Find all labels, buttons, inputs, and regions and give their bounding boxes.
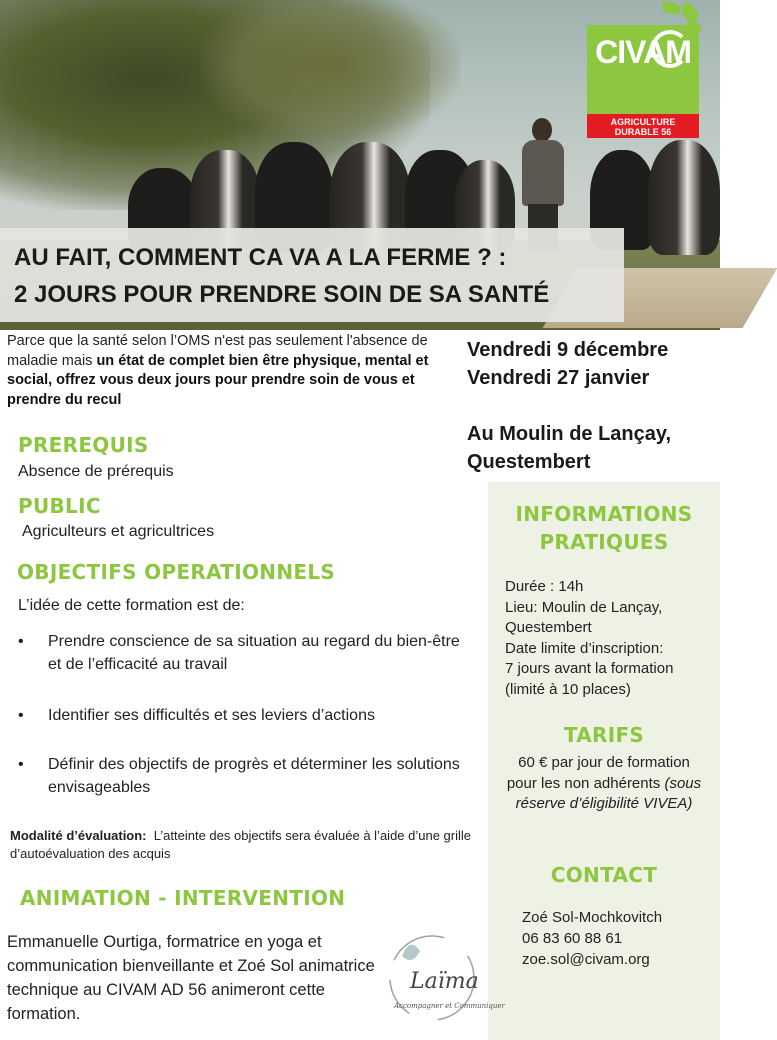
prerequis-text: Absence de prérequis [18, 463, 174, 480]
title-line-1: AU FAIT, COMMENT CA VA A LA FERME ? : [14, 244, 507, 271]
duration: Durée : 14h [505, 578, 584, 595]
contact-email[interactable]: zoe.sol@civam.org [522, 951, 650, 968]
contact-details [522, 907, 712, 970]
list-item: • Prendre conscience de sa situation au regard du bien-être et de l’efficacité au travail [18, 633, 460, 673]
contact-phone: 06 83 60 88 61 [522, 930, 623, 947]
civam-logo [587, 0, 707, 140]
logo-subtitle: AGRICULTURE DURABLE 56 [610, 117, 676, 137]
animation-heading: ANIMATION - INTERVENTION [20, 886, 346, 910]
svg-text:Laïma: Laïma [410, 969, 479, 994]
list-item: • Identifier ses difficultés et ses leviers d’actions [18, 707, 375, 724]
evaluation-note: Modalité d’évaluation: L’atteinte des objectifs sera évaluée à l’aide d’une grille d’autoévaluation des acquis [10, 828, 472, 861]
public-text: Agriculteurs et agricultrices [22, 523, 215, 540]
venue: Au Moulin de Lançay, Questembert [467, 423, 672, 473]
title-band [0, 228, 624, 322]
session-dates [467, 336, 720, 392]
contact-heading: CONTACT [550, 863, 658, 887]
title-line-2: 2 JOURS POUR PRENDRE SOIN DE SA SANTÉ [14, 281, 550, 308]
objectifs-list [18, 630, 468, 799]
cow [648, 140, 720, 255]
tarifs-heading: TARIFS [563, 723, 645, 747]
tree-foliage-back [200, 0, 460, 140]
public-heading: PUBLIC [18, 494, 101, 518]
intro-text: Parce que la santé selon l’OMS n'est pas seulement l'absence de maladie mais un état de complet bien être physique, mental et social, offrez vous deux jours pour prendre soin de vous et prendre du recul [7, 333, 429, 408]
info-heading: INFORMATIONS PRATIQUES [515, 502, 693, 554]
info-list: Durée : 14h Lieu: Moulin de Lançay, Questembert Date limite d’inscription: 7 jours avant la formation (limité à 10 places) [505, 577, 715, 700]
contact-name: Zoé Sol-Mochkovitch [522, 909, 663, 926]
objectifs-intro: L’idée de cette formation est de: [18, 597, 245, 614]
animation-text: Emmanuelle Ourtiga, formatrice en yoga et communication bienveillante et Zoé Sol animatrice technique au CIVAM AD 56 animeront cette formation. [7, 933, 375, 1023]
date-2: Vendredi 27 janvier [467, 367, 650, 389]
date-1: Vendredi 9 décembre [467, 339, 669, 361]
laima-logo [380, 926, 505, 1026]
tarifs-text: 60 € par jour de formation pour les non adhérents (sous réserve d’éligibilité VIVEA) [506, 754, 702, 812]
list-item: • Définir des objectifs de progrès et déterminer les solutions envisageables [18, 756, 460, 796]
svg-text:Accompagner et Communiquer: Accompagner et Communiquer [394, 1002, 505, 1010]
logo-name: CIVAM [595, 34, 691, 70]
prerequis-heading: PREREQUIS [18, 433, 149, 457]
objectifs-heading: OBJECTIFS OPERATIONNELS [17, 560, 336, 584]
